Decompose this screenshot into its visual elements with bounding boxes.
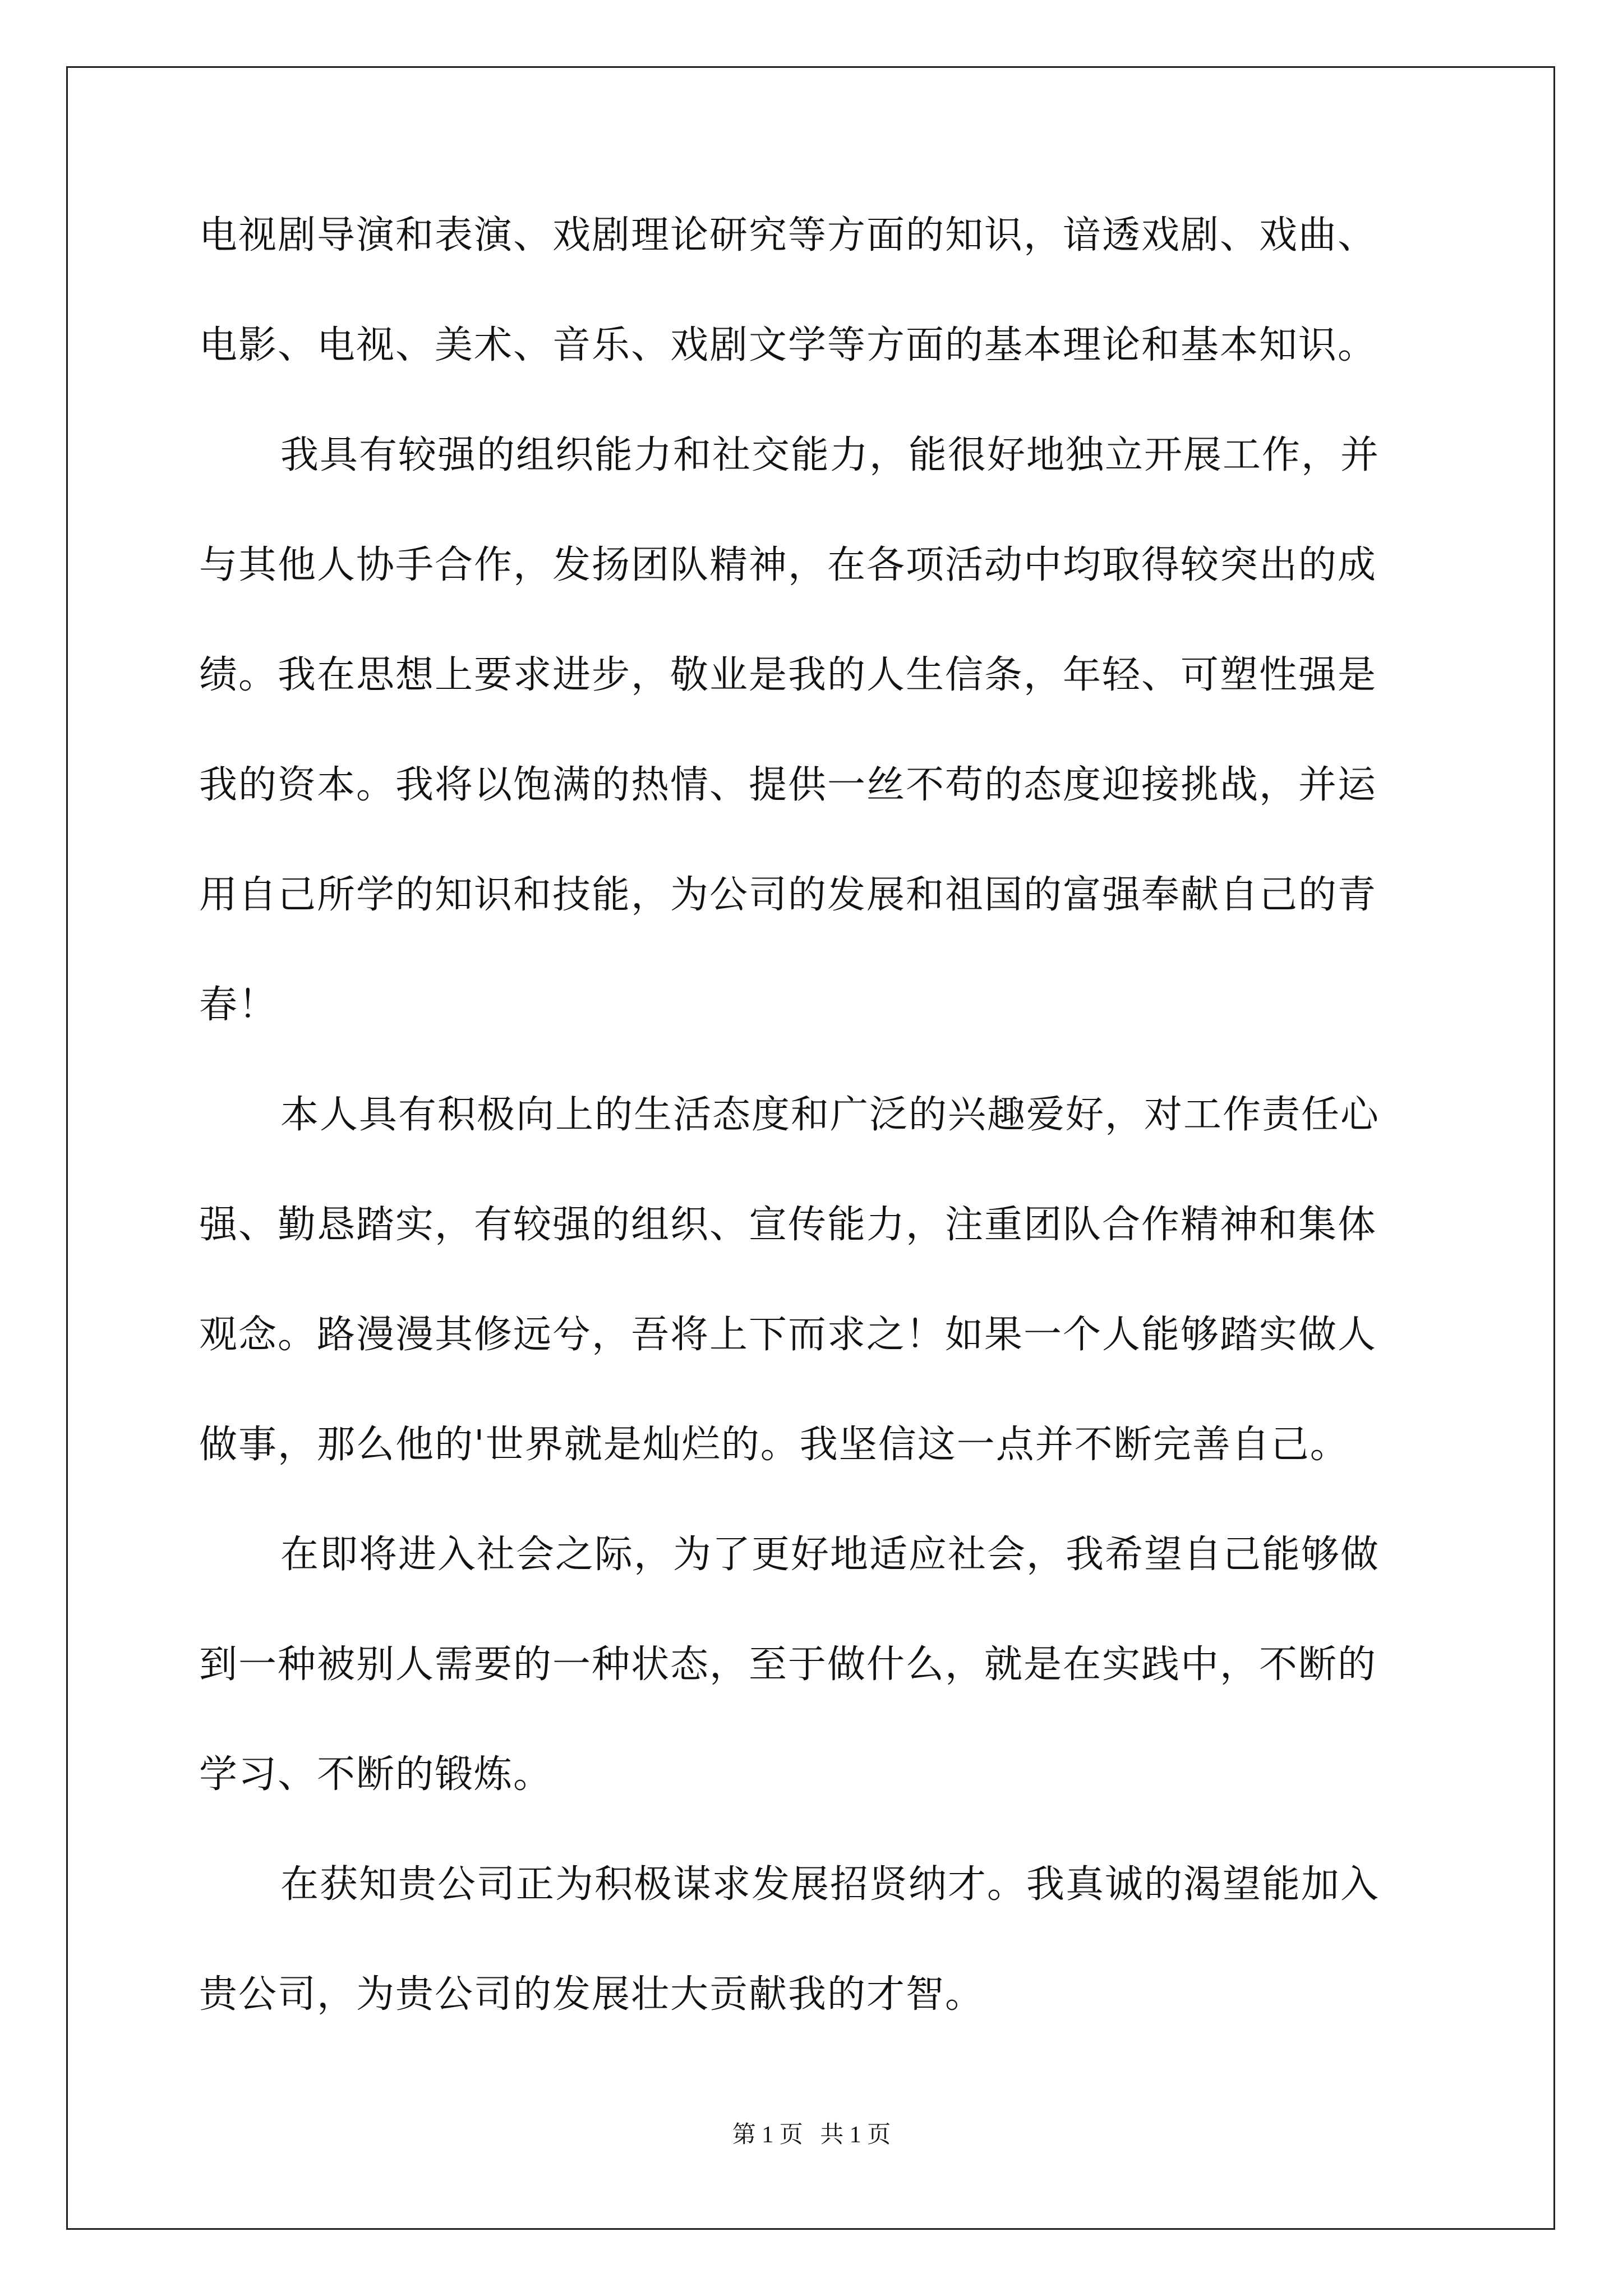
page-footer (0, 2116, 1623, 2150)
text-line: 与其他人协手合作，发扬团队精神，在各项活动中均取得较突出的成 (199, 543, 1377, 587)
page-number-total: 共 1 页 (820, 2122, 891, 2148)
text-line: 电影、电视、美术、音乐、戏剧文学等方面的基本理论和基本知识。 (199, 323, 1377, 367)
document-body (199, 208, 1433, 2077)
text-line: 绩。我在思想上要求进步，敬业是我的人生信条，年轻、可塑性强是 (199, 653, 1377, 697)
text-line: 我的资本。我将以饱满的热情、提供一丝不苟的态度迎接挑战，并运 (199, 763, 1377, 807)
paragraph-first-line: 在获知贵公司正为积极谋求发展招贤纳才。我真诚的渴望能加入 (280, 1862, 1380, 1907)
paragraph-first-line: 在即将进入社会之际，为了更好地适应社会，我希望自己能够做 (280, 1533, 1380, 1577)
paragraph-first-line: 我具有较强的组织能力和社交能力，能很好地独立开展工作，并 (280, 433, 1380, 477)
text-line: 电视剧导演和表演、戏剧理论研究等方面的知识，谙透戏剧、戏曲、 (199, 213, 1377, 257)
text-line: 强、勤恳踏实，有较强的组织、宣传能力，注重团队合作精神和集体 (199, 1203, 1377, 1247)
text-line: 春！ (199, 983, 278, 1027)
text-line: 观念。路漫漫其修远兮，吾将上下而求之！如果一个人能够踏实做人 (199, 1313, 1377, 1357)
text-line: 用自己所学的知识和技能，为公司的发展和祖国的富强奉献自己的青 (199, 873, 1377, 917)
text-line: 做事，那么他的'世界就是灿烂的。我坚信这一点并不断完善自己。 (199, 1423, 1349, 1467)
text-line: 学习、不断的锻炼。 (199, 1752, 553, 1797)
paragraph-first-line: 本人具有积极向上的生活态度和广泛的兴趣爱好，对工作责任心 (280, 1093, 1380, 1137)
text-line: 贵公司，为贵公司的发展壮大贡献我的才智。 (199, 1972, 985, 2017)
text-line: 到一种被别人需要的一种状态，至于做什么，就是在实践中，不断的 (199, 1642, 1377, 1687)
page-number-current: 第 1 页 (732, 2122, 803, 2148)
